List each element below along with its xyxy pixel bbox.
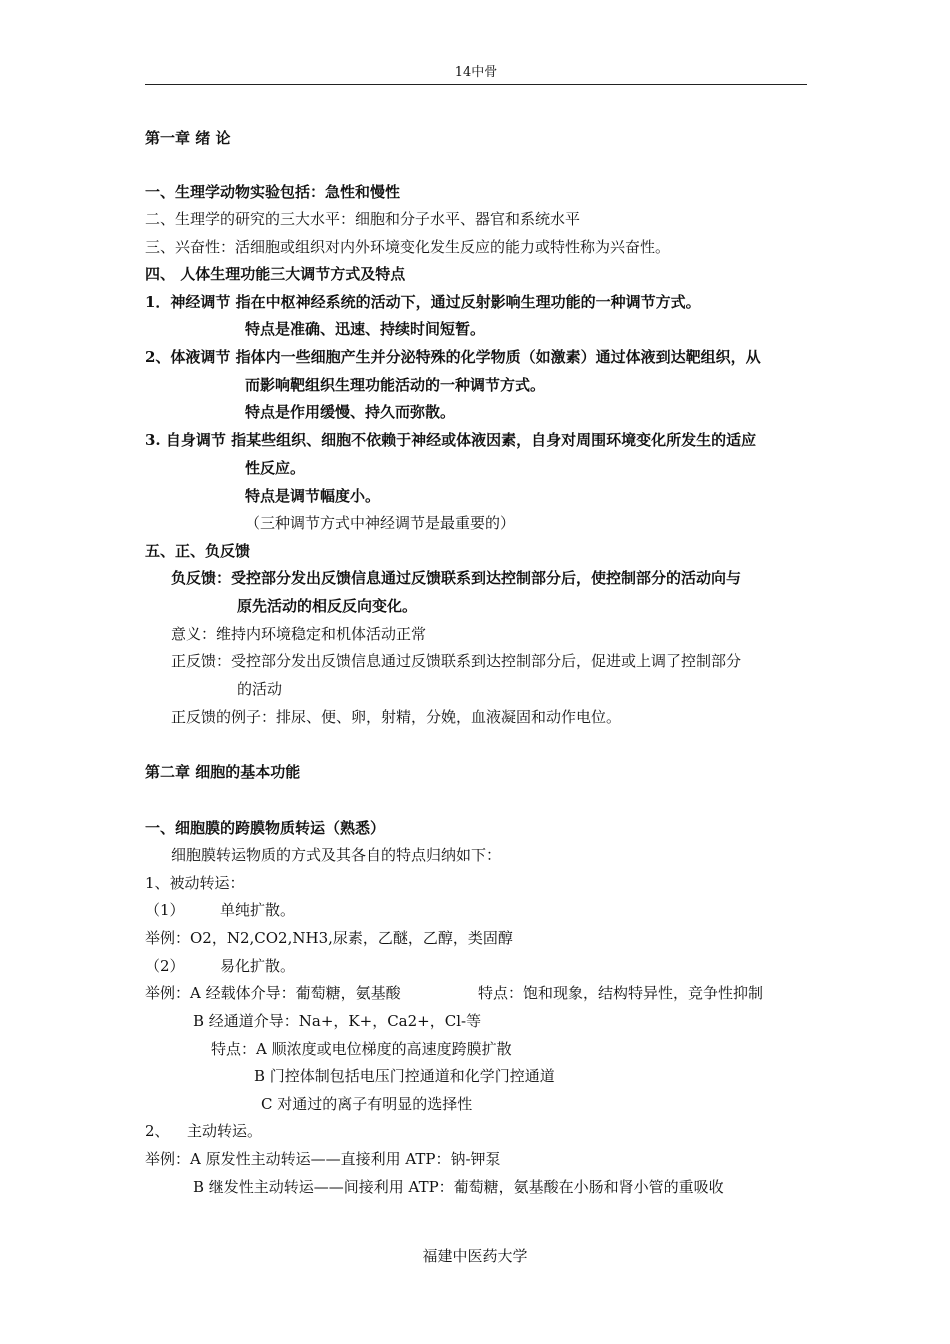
- channel-mediated-example: B 经通道介导：Na+，K+，Ca2+，Cl-等: [193, 1012, 482, 1030]
- facilitated-diffusion-name: 易化扩散。: [220, 957, 296, 975]
- auto-regulation-line2: 性反应。: [245, 459, 306, 477]
- carrier-mediated-example: 举例：A 经载体介导：葡萄糖，氨基酸: [145, 984, 401, 1002]
- negative-feedback-line1: 负反馈：受控部分发出反馈信息通过反馈联系到达控制部分后，使控制部分的活动向与: [171, 569, 742, 587]
- neural-regulation-line1: 1．神经调节 指在中枢神经系统的活动下，通过反射影响生理功能的一种调节方式。: [145, 293, 701, 311]
- header-rule: [145, 84, 807, 85]
- auto-regulation-line3: 特点是调节幅度小。: [245, 487, 381, 505]
- active-transport-name: 主动转运。: [187, 1122, 263, 1140]
- simple-diffusion-example: 举例：O2，N2,CO2,NH3,尿素，乙醚，乙醇，类固醇: [145, 929, 513, 947]
- carrier-mediated-feature: 特点：饱和现象，结构特异性，竞争性抑制: [478, 984, 764, 1002]
- chapter1-item5: 五、正、负反馈: [145, 542, 251, 560]
- positive-feedback-example: 正反馈的例子：排尿、便、卵，射精，分娩，血液凝固和动作电位。: [171, 708, 622, 726]
- positive-feedback-line1: 正反馈：受控部分发出反馈信息通过反馈联系到达控制部分后，促进或上调了控制部分: [171, 652, 742, 670]
- chapter1-item2: 二、生理学的研究的三大水平：细胞和分子水平、器官和系统水平: [145, 210, 581, 228]
- channel-feature-a: 特点：A 顺浓度或电位梯度的高速度跨膜扩散: [211, 1040, 512, 1058]
- page-footer: 福建中医药大学: [422, 1247, 528, 1265]
- channel-feature-b: B 门控体制包括电压门控通道和化学门控通道: [254, 1067, 555, 1085]
- primary-active-transport: 举例：A 原发性主动转运——直接利用 ATP：钠-钾泵: [145, 1150, 501, 1168]
- transport-intro: 细胞膜转运物质的方式及其各自的特点归纳如下：: [171, 846, 502, 864]
- chapter1-title: 第一章 绪 论: [145, 129, 231, 147]
- page-header: 14中骨: [454, 65, 498, 80]
- facilitated-diffusion-number: （2）: [145, 957, 185, 975]
- passive-transport-heading: 1、被动转运：: [145, 874, 245, 892]
- auto-regulation-line1: 3. 自身调节 指某些组织、细胞不依赖于神经或体液因素，自身对周围环境变化所发生的适应: [145, 431, 757, 449]
- regulation-note: （三种调节方式中神经调节是最重要的）: [245, 514, 516, 532]
- chapter1-item1: 一、生理学动物实验包括：急性和慢性: [145, 183, 401, 201]
- simple-diffusion-name: 单纯扩散。: [220, 901, 296, 919]
- humoral-regulation-line2: 而影响靶组织生理功能活动的一种调节方式。: [245, 376, 546, 394]
- chapter2-title: 第二章 细胞的基本功能: [145, 763, 301, 781]
- chapter1-item3: 三、兴奋性：活细胞或组织对内外环境变化发生反应的能力或特性称为兴奋性。: [145, 238, 671, 256]
- simple-diffusion-number: （1）: [145, 901, 185, 919]
- humoral-regulation-line1: 2、体液调节 指体内一些细胞产生并分泌特殊的化学物质（如激素）通过体液到达靶组织，从: [145, 348, 761, 366]
- secondary-active-transport: B 继发性主动转运——间接利用 ATP：葡萄糖，氨基酸在小肠和肾小管的重吸收: [193, 1178, 724, 1196]
- neural-regulation-line2: 特点是准确、迅速、持续时间短暂。: [245, 320, 486, 338]
- chapter2-section1: 一、细胞膜的跨膜物质转运（熟悉）: [145, 819, 386, 837]
- channel-feature-c: C 对通过的离子有明显的选择性: [261, 1095, 473, 1113]
- negative-feedback-line2: 原先活动的相反反向变化。: [237, 597, 418, 615]
- feedback-meaning: 意义：维持内环境稳定和机体活动正常: [171, 625, 427, 643]
- chapter1-item4: 四、 人体生理功能三大调节方式及特点: [145, 265, 406, 283]
- humoral-regulation-line3: 特点是作用缓慢、持久而弥散。: [245, 403, 456, 421]
- active-transport-number: 2、: [145, 1122, 170, 1140]
- positive-feedback-line2: 的活动: [237, 680, 283, 698]
